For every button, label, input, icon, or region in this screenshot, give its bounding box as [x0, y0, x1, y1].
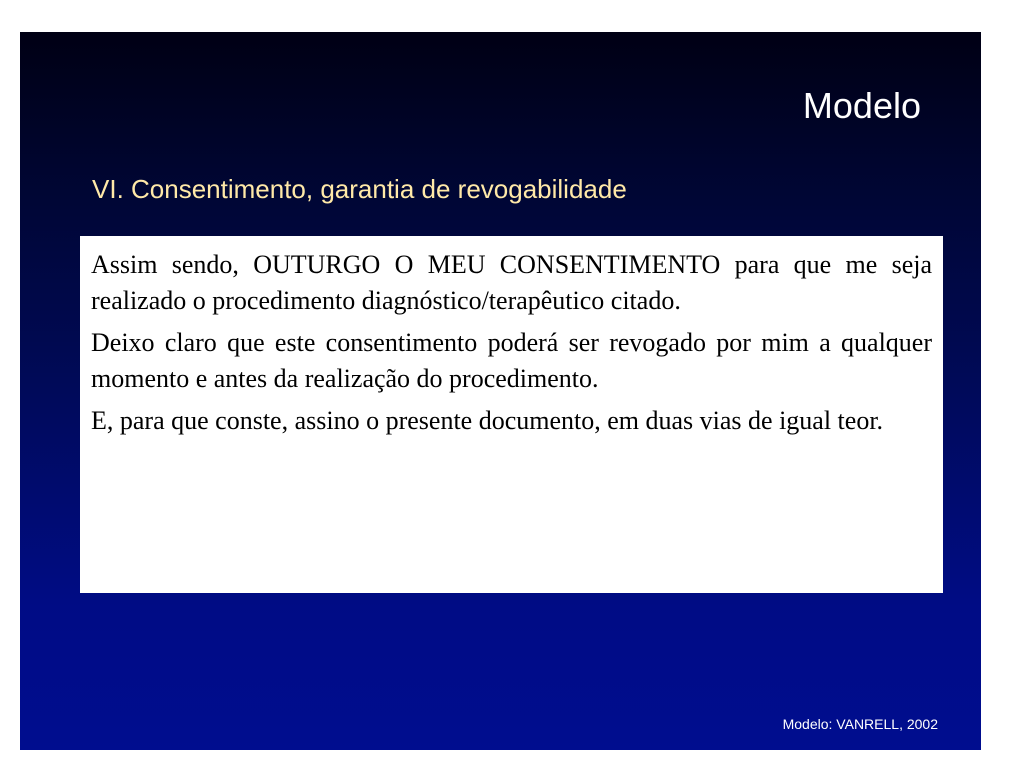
source-citation: Modelo: VANRELL, 2002 [782, 716, 938, 732]
paragraph-consent: Assim sendo, OUTURGO O MEU CONSENTIMENTO para que me seja realizado o procedimento diagnóstico/terapêutico citado. [91, 250, 932, 315]
slide [20, 32, 981, 750]
slide-title: Modelo [802, 85, 921, 126]
paragraph-signature: E, para que conste, assino o presente documento, em duas vias de igual teor. [91, 406, 884, 435]
slide-subtitle: VI. Consentimento, garantia de revogabilidade [92, 174, 627, 204]
paragraph-revocation: Deixo claro que este consentimento poderá ser revogado por mim a qualquer momento e antes da realização do procedimento. [91, 328, 932, 393]
consent-text-box [80, 236, 943, 593]
